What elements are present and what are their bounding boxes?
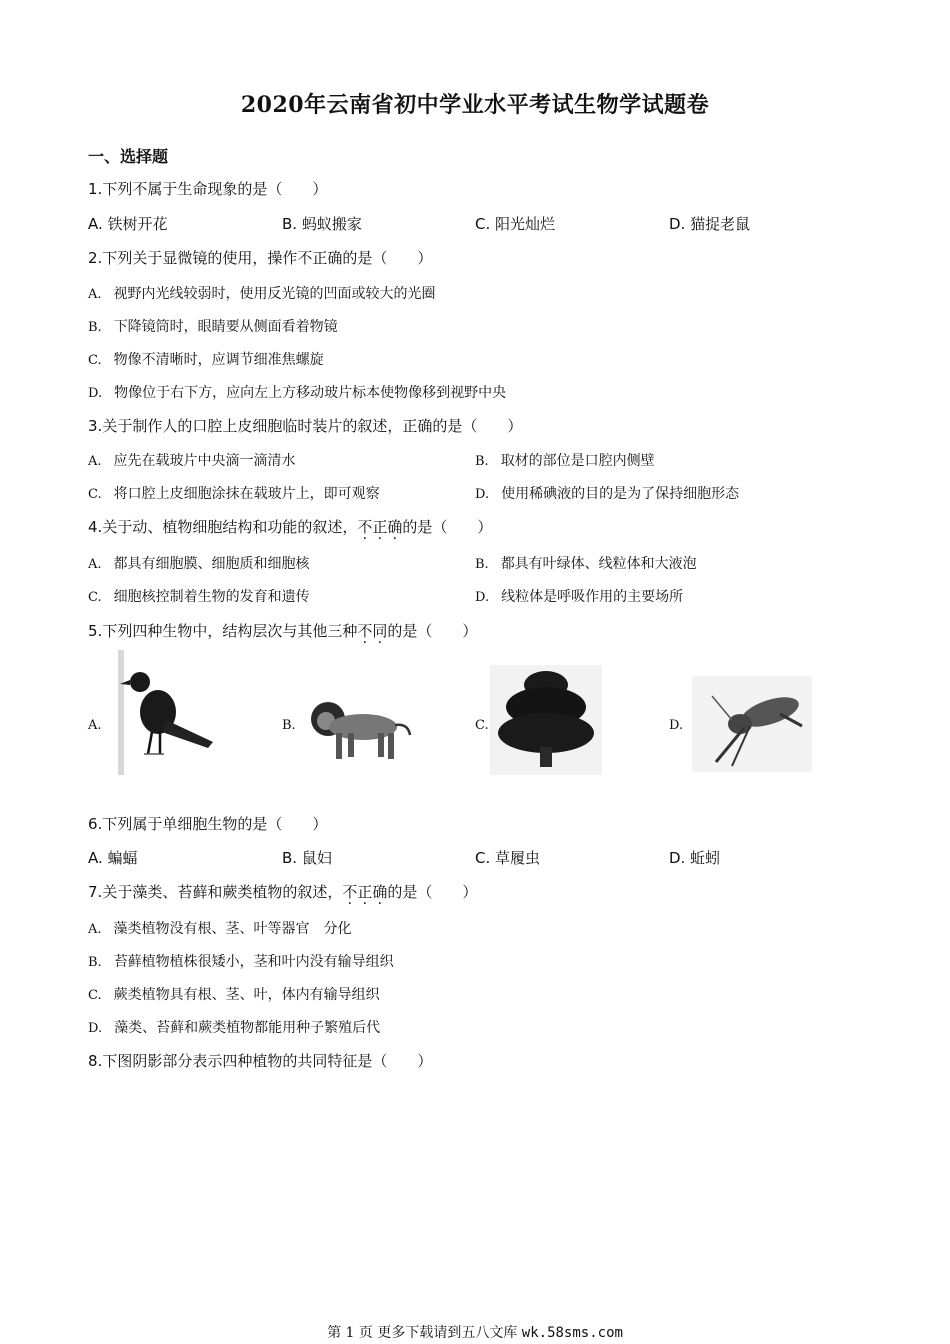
emphasis-not-correct: 不正确: [357, 518, 403, 536]
q4-option-c: C. 细胞核控制着生物的发育和遗传: [88, 589, 310, 605]
q1-option-a: A. 铁树开花: [88, 215, 168, 233]
question-7: 7.关于藻类、苔藓和蕨类植物的叙述，不正确的是（ ）: [88, 883, 478, 901]
page-footer: [0, 1322, 950, 1342]
q2-option-a: A. 视野内光线较弱时，使用反光镜的凹面或较大的光圈: [88, 286, 436, 302]
q6-option-b: B. 鼠妇: [282, 849, 332, 867]
q7-option-c: C. 蕨类植物具有根、茎、叶，体内有输导组织: [88, 987, 380, 1003]
q6-option-d: D. 蚯蚓: [669, 849, 721, 867]
q5-option-c-letter: C.: [475, 718, 489, 733]
q6-option-c: C. 草履虫: [475, 849, 541, 867]
grasshopper-icon: [692, 676, 812, 772]
q5-option-a-letter: A.: [88, 718, 102, 733]
q1-option-c: C. 阳光灿烂: [475, 215, 556, 233]
q3-option-b: B. 取材的部位是口腔内侧壁: [475, 453, 655, 469]
question-2: 2.下列关于显微镜的使用，操作不正确的是（ ）: [88, 249, 433, 267]
question-1: 1.下列不属于生命现象的是（ ）: [88, 180, 328, 198]
question-3: 3.关于制作人的口腔上皮细胞临时装片的叙述，正确的是（ ）: [88, 417, 523, 435]
q5-option-b-letter: B.: [282, 718, 296, 733]
lion-icon: [298, 695, 416, 767]
question-6: 6.下列属于单细胞生物的是（ ）: [88, 815, 328, 833]
q4-option-a: A. 都具有细胞膜、细胞质和细胞核: [88, 556, 310, 572]
q4-option-d: D. 线粒体是呼吸作用的主要场所: [475, 589, 684, 605]
q7-option-d: D. 藻类、苔藓和蕨类植物都能用种子繁殖后代: [88, 1020, 381, 1036]
footer-more-text: 更多下载请到五八文库: [377, 1325, 518, 1341]
q3-option-d: D. 使用稀碘液的目的是为了保持细胞形态: [475, 486, 740, 502]
q1-option-b: B. 蚂蚁搬家: [282, 215, 362, 233]
page-title: 2020年云南省初中学业水平考试生物学试题卷: [240, 92, 710, 118]
bird-icon: [118, 650, 228, 775]
q3-option-a: A. 应先在载玻片中央滴一滴清水: [88, 453, 296, 469]
q2-option-d: D. 物像位于右下方，应向左上方移动玻片标本使物像移到视野中央: [88, 385, 507, 401]
q4-option-b: B. 都具有叶绿体、线粒体和大液泡: [475, 556, 697, 572]
q3-option-c: C. 将口腔上皮细胞涂抹在载玻片上，即可观察: [88, 486, 380, 502]
q1-option-d: D. 猫捉老鼠: [669, 215, 751, 233]
emphasis-not-correct: 不正确: [342, 883, 388, 901]
page-number: 第 1 页: [327, 1325, 373, 1341]
question-4: 4.关于动、植物细胞结构和功能的叙述，不正确的是（ ）: [88, 518, 493, 536]
emphasis-different: 不同: [357, 622, 388, 640]
section-heading: 一、选择题: [88, 147, 169, 166]
q7-option-a: A. 藻类植物没有根、茎、叶等器官 分化: [88, 921, 352, 937]
question-5: 5.下列四种生物中，结构层次与其他三种不同的是（ ）: [88, 622, 478, 640]
q5-option-d-letter: D.: [669, 718, 684, 733]
question-8: 8.下图阴影部分表示四种植物的共同特征是（ ）: [88, 1052, 433, 1070]
q6-option-a: A. 蝙蝠: [88, 849, 138, 867]
q2-option-c: C. 物像不清晰时，应调节细准焦螺旋: [88, 352, 324, 368]
tree-icon: [490, 665, 602, 775]
q2-option-b: B. 下降镜筒时，眼睛要从侧面看着物镜: [88, 319, 338, 335]
q7-option-b: B. 苔藓植物植株很矮小，茎和叶内没有输导组织: [88, 954, 394, 970]
footer-site-link[interactable]: wk.58sms.com: [521, 1325, 623, 1341]
